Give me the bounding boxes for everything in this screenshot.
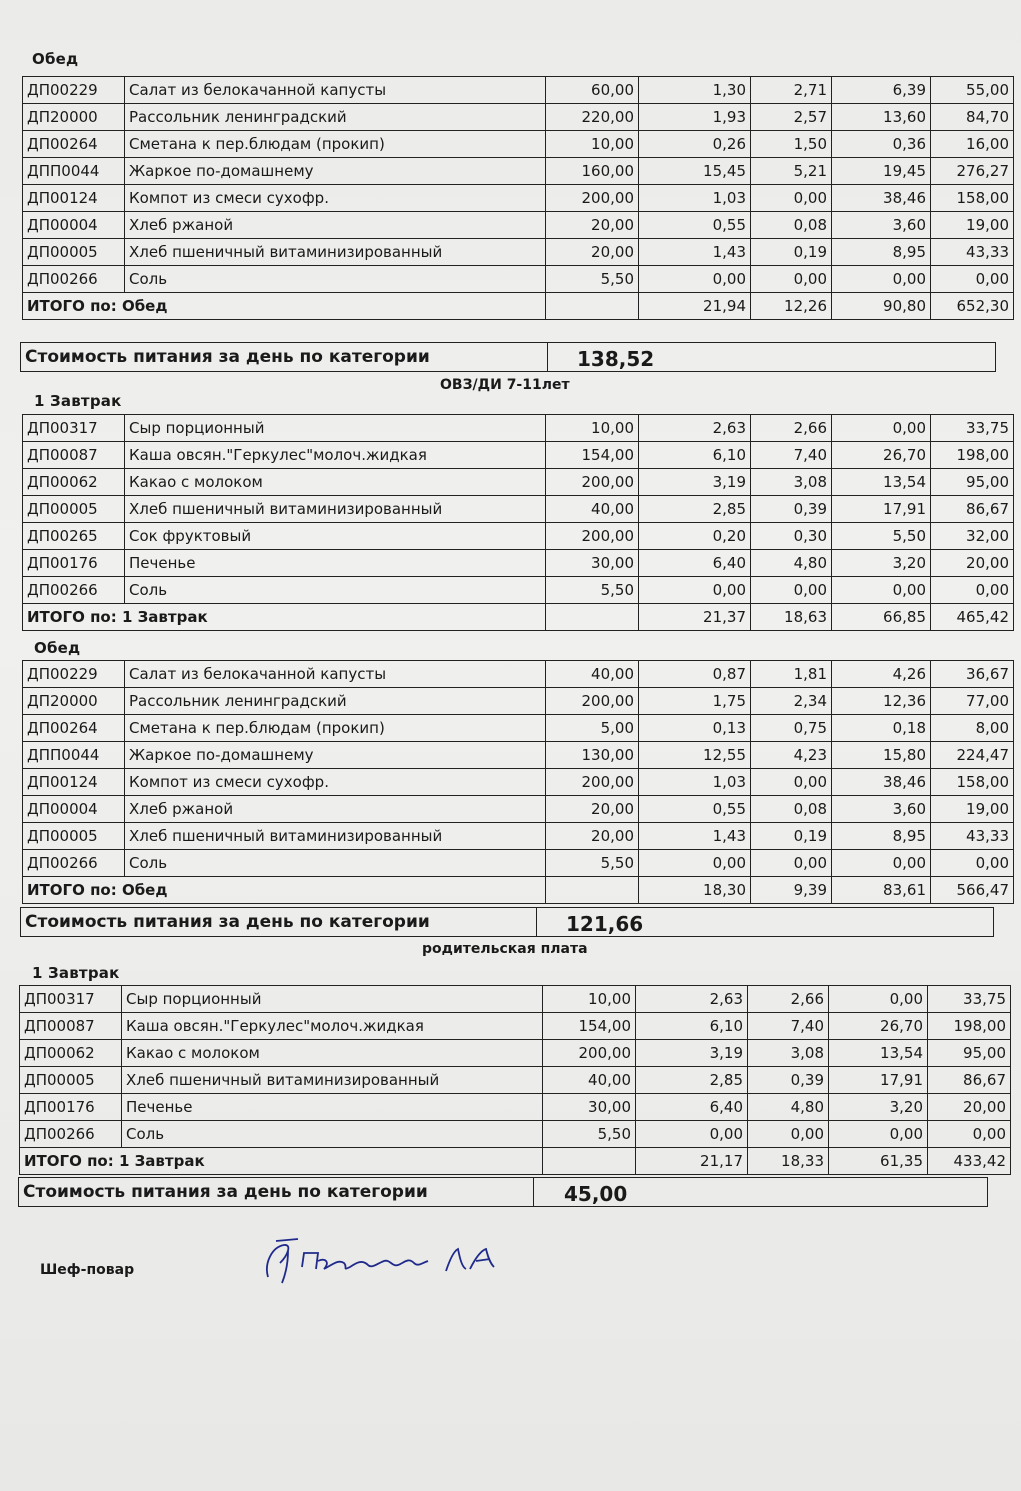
cell-c3: 19,45 [832,158,931,185]
table-row [23,796,1014,823]
cell-c2: 0,30 [751,523,832,550]
cell-c1: 3,19 [636,1040,748,1067]
cell-c3: 0,00 [829,1121,928,1148]
cell-c3: 3,20 [829,1094,928,1121]
cell-qty [546,877,639,904]
cell-c4: 158,00 [931,769,1014,796]
table-row [23,77,1014,104]
table-row [23,523,1014,550]
cell-name: Хлеб пшеничный витаминизированный [125,496,546,523]
cell-c1: 3,19 [639,469,751,496]
cell-c4: 198,00 [928,1013,1011,1040]
cell-c3: 13,54 [829,1040,928,1067]
cell-c1: 0,26 [639,131,751,158]
cell-c2: 2,57 [751,104,832,131]
daily-cost-value: 121,66 [566,912,644,936]
cell-c4: 86,67 [928,1067,1011,1094]
total-c3: 90,80 [832,293,931,320]
cell-c2: 0,39 [751,496,832,523]
cell-name: Сок фруктовый [125,523,546,550]
cell-c2: 0,00 [751,850,832,877]
cell-qty: 5,50 [546,850,639,877]
cell-c1: 1,03 [639,185,751,212]
menu-table [19,985,1011,1175]
cell-c1: 0,20 [639,523,751,550]
cell-c4: 0,00 [931,577,1014,604]
total-label: ИТОГО по: Обед [23,877,546,904]
cell-c4: 19,00 [931,796,1014,823]
total-label: ИТОГО по: 1 Завтрак [23,604,546,631]
cell-qty: 40,00 [546,496,639,523]
cell-name: Компот из смеси сухофр. [125,769,546,796]
cell-c3: 0,36 [832,131,931,158]
cell-c1: 0,13 [639,715,751,742]
chef-signature [258,1233,508,1293]
meal-title: 1 Завтрак [34,392,122,410]
cell-qty: 5,50 [546,266,639,293]
cell-qty [543,1148,636,1175]
cell-c2: 3,08 [751,469,832,496]
cell-qty: 60,00 [546,77,639,104]
cell-name: Салат из белокачанной капусты [125,661,546,688]
cell-c4: 95,00 [931,469,1014,496]
cell-c2: 0,00 [748,1121,829,1148]
cell-c1: 1,93 [639,104,751,131]
cell-c1: 15,45 [639,158,751,185]
meal-title: Обед [32,50,79,68]
cell-qty: 154,00 [543,1013,636,1040]
cell-qty: 154,00 [546,442,639,469]
meal-title: 1 Завтрак [32,964,120,982]
cell-c2: 4,80 [751,550,832,577]
cell-c4: 33,75 [931,415,1014,442]
cell-c4: 20,00 [931,550,1014,577]
cell-code: ДП00229 [23,661,125,688]
cell-qty: 200,00 [546,185,639,212]
cell-c3: 3,60 [832,212,931,239]
table-row [23,769,1014,796]
cell-name: Хлеб ржаной [125,212,546,239]
cell-c3: 13,54 [832,469,931,496]
cell-c2: 3,08 [748,1040,829,1067]
cell-c3: 17,91 [832,496,931,523]
cell-c4: 55,00 [931,77,1014,104]
cell-code: ДП00005 [23,823,125,850]
cell-name: Рассольник ленинградский [125,104,546,131]
total-c1: 21,17 [636,1148,748,1175]
cell-code: ДП00317 [20,986,122,1013]
cell-code: ДП20000 [23,688,125,715]
cell-c2: 0,00 [751,577,832,604]
cell-c3: 26,70 [829,1013,928,1040]
table-row [23,496,1014,523]
cell-code: ДП20000 [23,104,125,131]
cell-c1: 0,00 [636,1121,748,1148]
total-c4: 566,47 [931,877,1014,904]
cell-name: Каша овсян."Геркулес"молоч.жидкая [125,442,546,469]
cell-code: ДП00176 [23,550,125,577]
cell-c1: 6,10 [639,442,751,469]
cell-c4: 224,47 [931,742,1014,769]
cell-name: Жаркое по-домашнему [125,158,546,185]
total-c2: 12,26 [751,293,832,320]
cell-c4: 0,00 [928,1121,1011,1148]
cell-code: ДП00176 [20,1094,122,1121]
cell-c3: 26,70 [832,442,931,469]
cell-c4: 0,00 [931,850,1014,877]
cell-name: Сметана к пер.блюдам (прокип) [125,715,546,742]
menu-table [22,414,1014,631]
cell-name: Рассольник ленинградский [125,688,546,715]
cell-c4: 77,00 [931,688,1014,715]
cell-qty: 20,00 [546,239,639,266]
cell-name: Хлеб пшеничный витаминизированный [125,823,546,850]
table-row [20,1121,1011,1148]
cell-c3: 4,26 [832,661,931,688]
cell-c4: 36,67 [931,661,1014,688]
table-row [20,986,1011,1013]
cell-qty: 5,50 [546,577,639,604]
table-row [23,823,1014,850]
cell-c4: 33,75 [928,986,1011,1013]
table-row [23,158,1014,185]
cell-c1: 0,00 [639,577,751,604]
cell-code: ДПП0044 [23,158,125,185]
cell-qty: 20,00 [546,823,639,850]
cell-c3: 17,91 [829,1067,928,1094]
cell-code: ДП00005 [23,239,125,266]
cell-qty: 130,00 [546,742,639,769]
cell-code: ДП00062 [20,1040,122,1067]
cell-c2: 2,34 [751,688,832,715]
cell-c3: 38,46 [832,185,931,212]
cell-qty: 200,00 [546,469,639,496]
cell-c3: 38,46 [832,769,931,796]
cell-qty: 40,00 [546,661,639,688]
cell-c2: 4,80 [748,1094,829,1121]
daily-cost-value: 138,52 [577,347,655,371]
table-row [23,688,1014,715]
cell-c3: 15,80 [832,742,931,769]
cell-qty: 160,00 [546,158,639,185]
cell-c1: 1,43 [639,239,751,266]
total-row [23,293,1014,320]
cell-qty: 200,00 [546,769,639,796]
cell-c1: 1,43 [639,823,751,850]
cell-qty: 200,00 [546,523,639,550]
cell-code: ДП00229 [23,77,125,104]
cell-c4: 198,00 [931,442,1014,469]
cell-c3: 12,36 [832,688,931,715]
cell-qty: 220,00 [546,104,639,131]
cell-c2: 0,75 [751,715,832,742]
total-c2: 18,33 [748,1148,829,1175]
table-row [23,266,1014,293]
cell-code: ДП00004 [23,796,125,823]
cell-code: ДПП0044 [23,742,125,769]
total-c2: 9,39 [751,877,832,904]
cell-c4: 158,00 [931,185,1014,212]
cell-c4: 19,00 [931,212,1014,239]
cell-c4: 8,00 [931,715,1014,742]
cell-c1: 0,00 [639,850,751,877]
cell-c1: 0,00 [639,266,751,293]
table-row [23,212,1014,239]
cell-code: ДП00266 [23,266,125,293]
cell-qty: 20,00 [546,212,639,239]
cell-c4: 86,67 [931,496,1014,523]
cell-c2: 0,00 [751,266,832,293]
cell-code: ДП00264 [23,715,125,742]
category-title: ОВЗ/ДИ 7-11лет [440,377,570,393]
cell-name: Салат из белокачанной капусты [125,77,546,104]
table-row [23,550,1014,577]
table-row [23,469,1014,496]
cell-c1: 0,87 [639,661,751,688]
cell-c4: 16,00 [931,131,1014,158]
table-row [20,1040,1011,1067]
cell-c4: 84,70 [931,104,1014,131]
cell-code: ДП00062 [23,469,125,496]
cell-name: Какао с молоком [125,469,546,496]
total-c3: 66,85 [832,604,931,631]
cell-c1: 1,30 [639,77,751,104]
cell-c3: 3,20 [832,550,931,577]
cell-qty: 20,00 [546,796,639,823]
cell-c3: 0,00 [832,266,931,293]
cell-code: ДП00005 [23,496,125,523]
total-label: ИТОГО по: 1 Завтрак [20,1148,543,1175]
cell-code: ДП00124 [23,769,125,796]
cell-c2: 7,40 [748,1013,829,1040]
cell-name: Печенье [125,550,546,577]
table-row [23,185,1014,212]
total-row [23,604,1014,631]
daily-cost-row [20,907,994,937]
daily-cost-label: Стоимость питания за день по категории [23,1182,428,1202]
cell-c2: 1,81 [751,661,832,688]
total-c4: 433,42 [928,1148,1011,1175]
cell-qty: 10,00 [546,131,639,158]
menu-table [22,76,1014,320]
cell-c3: 13,60 [832,104,931,131]
cell-qty: 200,00 [543,1040,636,1067]
cell-c4: 32,00 [931,523,1014,550]
cell-qty [546,604,639,631]
cell-qty: 10,00 [543,986,636,1013]
cell-c2: 0,08 [751,796,832,823]
meal-title: Обед [34,639,81,657]
cell-c1: 1,75 [639,688,751,715]
cell-name: Соль [122,1121,543,1148]
cell-c3: 8,95 [832,239,931,266]
cell-qty [546,293,639,320]
cell-c1: 1,03 [639,769,751,796]
total-c4: 652,30 [931,293,1014,320]
cell-c3: 3,60 [832,796,931,823]
cell-code: ДП00087 [23,442,125,469]
table-row [20,1067,1011,1094]
cell-code: ДП00266 [23,577,125,604]
cell-c4: 0,00 [931,266,1014,293]
cell-code: ДП00266 [20,1121,122,1148]
cell-code: ДП00265 [23,523,125,550]
table-row [23,131,1014,158]
cell-name: Соль [125,577,546,604]
total-c3: 83,61 [832,877,931,904]
cell-qty: 10,00 [546,415,639,442]
cell-name: Печенье [122,1094,543,1121]
cell-c4: 276,27 [931,158,1014,185]
cell-c2: 0,19 [751,239,832,266]
table-row [23,661,1014,688]
cell-c1: 0,55 [639,212,751,239]
table-row [20,1013,1011,1040]
cell-c3: 0,00 [829,986,928,1013]
total-c3: 61,35 [829,1148,928,1175]
cell-name: Хлеб пшеничный витаминизированный [125,239,546,266]
cell-qty: 30,00 [543,1094,636,1121]
cell-c1: 2,63 [639,415,751,442]
cell-c2: 5,21 [751,158,832,185]
table-row [23,715,1014,742]
cell-c4: 43,33 [931,823,1014,850]
total-row [23,877,1014,904]
cell-name: Хлеб ржаной [125,796,546,823]
cell-name: Жаркое по-домашнему [125,742,546,769]
cell-qty: 200,00 [546,688,639,715]
cell-c3: 0,00 [832,415,931,442]
total-row [20,1148,1011,1175]
cell-c1: 2,85 [636,1067,748,1094]
cell-c1: 0,55 [639,796,751,823]
table-row [23,442,1014,469]
table-row [23,742,1014,769]
total-c1: 21,37 [639,604,751,631]
cell-c2: 0,39 [748,1067,829,1094]
cell-name: Сыр порционный [122,986,543,1013]
total-c1: 18,30 [639,877,751,904]
cell-c2: 2,66 [751,415,832,442]
cell-code: ДП00087 [20,1013,122,1040]
cell-c2: 4,23 [751,742,832,769]
cell-c1: 6,10 [636,1013,748,1040]
total-c1: 21,94 [639,293,751,320]
cell-c4: 20,00 [928,1094,1011,1121]
cell-qty: 5,50 [543,1121,636,1148]
cell-code: ДП00005 [20,1067,122,1094]
total-c2: 18,63 [751,604,832,631]
table-row [23,239,1014,266]
cell-c2: 0,00 [751,769,832,796]
cell-name: Сыр порционный [125,415,546,442]
total-label: ИТОГО по: Обед [23,293,546,320]
cell-name: Какао с молоком [122,1040,543,1067]
cell-name: Компот из смеси сухофр. [125,185,546,212]
chef-label: Шеф-повар [40,1262,135,1278]
daily-cost-label: Стоимость питания за день по категории [25,912,430,932]
cell-c3: 6,39 [832,77,931,104]
cell-c3: 0,00 [832,577,931,604]
cell-c3: 8,95 [832,823,931,850]
daily-cost-label: Стоимость питания за день по категории [25,347,430,367]
cell-code: ДП00266 [23,850,125,877]
table-row [23,415,1014,442]
cell-name: Каша овсян."Геркулес"молоч.жидкая [122,1013,543,1040]
cell-name: Соль [125,266,546,293]
cell-c1: 6,40 [639,550,751,577]
cell-name: Сметана к пер.блюдам (прокип) [125,131,546,158]
cell-c2: 0,08 [751,212,832,239]
cell-c4: 95,00 [928,1040,1011,1067]
cell-qty: 40,00 [543,1067,636,1094]
daily-cost-row [20,342,996,372]
cell-c1: 12,55 [639,742,751,769]
cell-code: ДП00264 [23,131,125,158]
cell-c3: 0,18 [832,715,931,742]
table-row [20,1094,1011,1121]
cell-c4: 43,33 [931,239,1014,266]
total-c4: 465,42 [931,604,1014,631]
cell-code: ДП00004 [23,212,125,239]
cell-c1: 2,85 [639,496,751,523]
cell-c2: 0,19 [751,823,832,850]
daily-cost-value: 45,00 [564,1182,628,1206]
cell-qty: 5,00 [546,715,639,742]
cell-qty: 30,00 [546,550,639,577]
table-row [23,850,1014,877]
cell-c2: 7,40 [751,442,832,469]
cell-c2: 1,50 [751,131,832,158]
cell-c2: 2,66 [748,986,829,1013]
cell-c2: 2,71 [751,77,832,104]
table-row [23,104,1014,131]
cell-name: Соль [125,850,546,877]
cell-c1: 2,63 [636,986,748,1013]
cell-c3: 0,00 [832,850,931,877]
cell-c2: 0,00 [751,185,832,212]
menu-table [22,660,1014,904]
table-row [23,577,1014,604]
cell-name: Хлеб пшеничный витаминизированный [122,1067,543,1094]
cell-c3: 5,50 [832,523,931,550]
cell-code: ДП00317 [23,415,125,442]
daily-cost-row [18,1177,988,1207]
category-title: родительская плата [422,941,588,957]
cell-code: ДП00124 [23,185,125,212]
cell-c1: 6,40 [636,1094,748,1121]
